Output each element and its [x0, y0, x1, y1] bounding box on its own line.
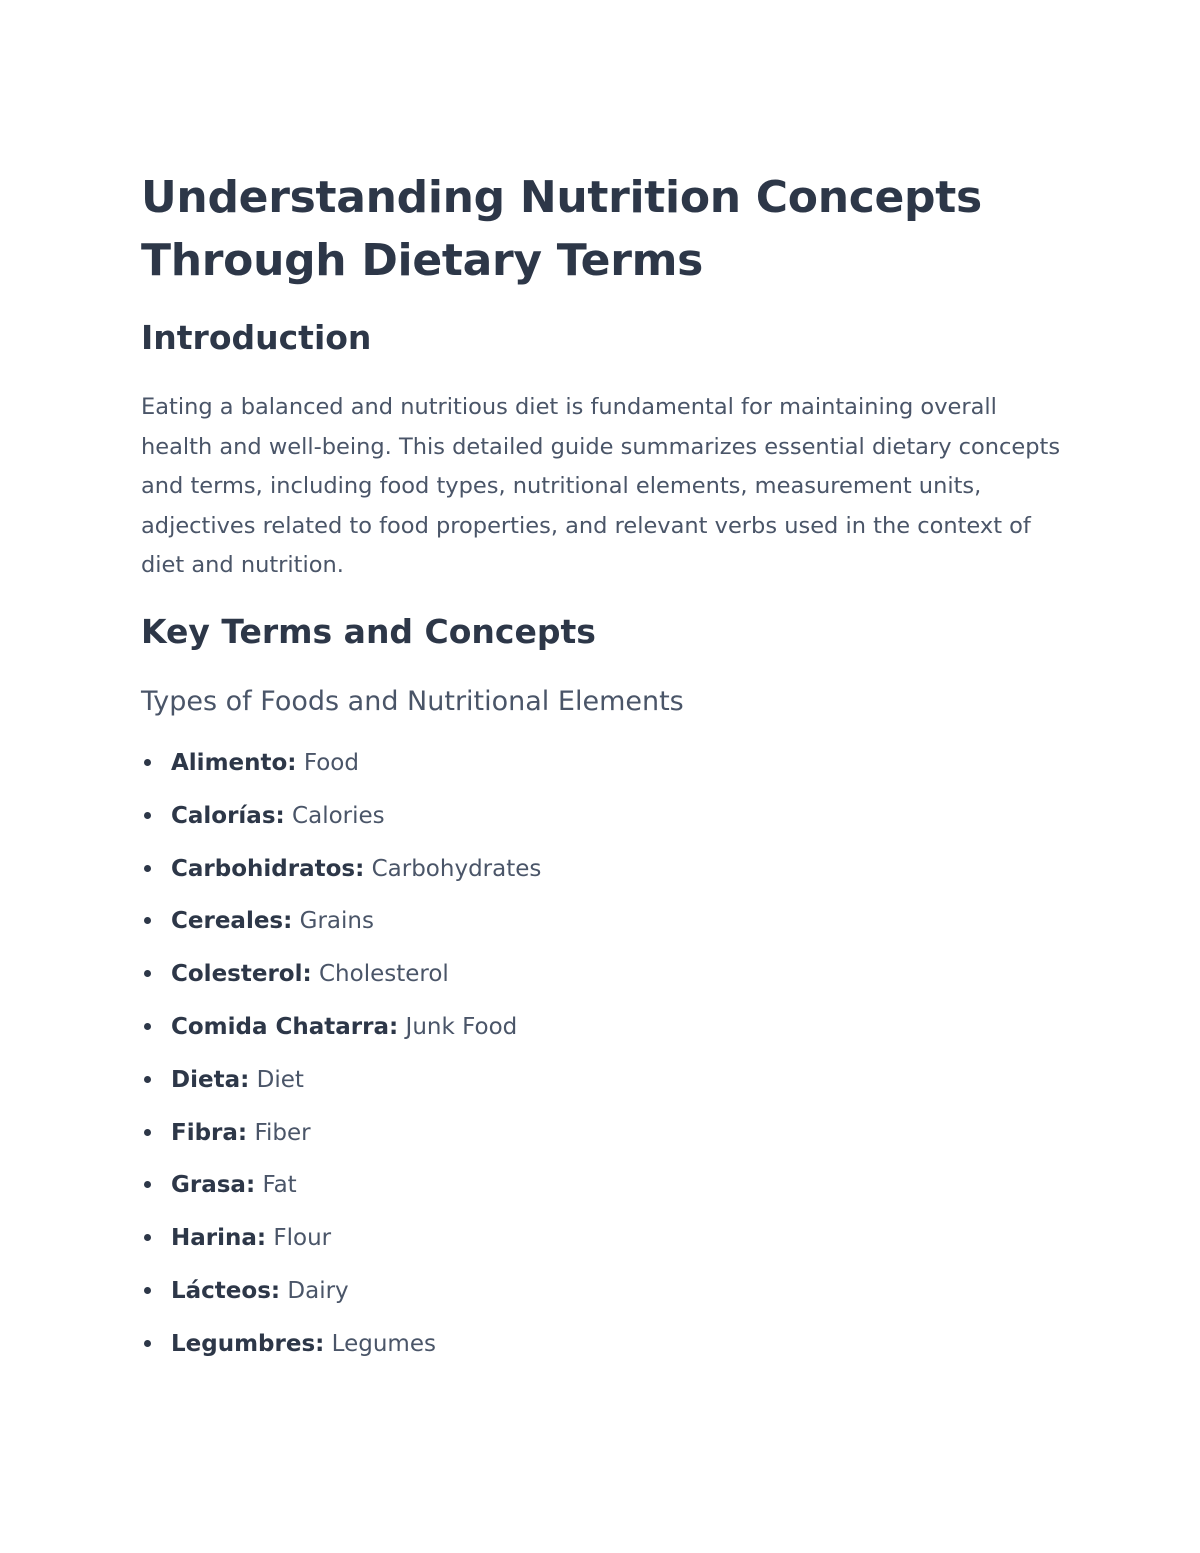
list-item: [141, 1217, 541, 1270]
list-item: [141, 1112, 541, 1165]
term-label: Colesterol:: [171, 961, 312, 988]
term-label: Calorías:: [171, 802, 285, 829]
bullet-icon: [144, 1340, 151, 1347]
term-label: Lácteos:: [171, 1277, 281, 1304]
bullet-icon: [144, 1129, 151, 1136]
page-title: Understanding Nutrition Concepts Through Dietary Terms: [141, 172, 982, 286]
list-item: [141, 795, 541, 848]
bullet-icon: [144, 917, 151, 924]
term-label: Fibra:: [171, 1119, 248, 1146]
key-terms-heading: Key Terms and Concepts: [141, 612, 596, 651]
list-item: [141, 848, 541, 901]
bullet-icon: [144, 1023, 151, 1030]
term-translation: Food: [303, 750, 359, 776]
term-label: Cereales:: [171, 908, 293, 935]
bullet-icon: [144, 1234, 151, 1241]
term-translation: Cholesterol: [319, 961, 449, 988]
term-label: Alimento:: [171, 750, 297, 776]
list-item: [141, 953, 541, 1006]
introduction-paragraph: Eating a balanced and nutritious diet is fundamental for maintaining overall health and well-being. This detailed guide summarizes essential dietary concepts and terms, including food types, nutritional elements, measurement units, adjectives related to food properties, and relevant verbs used in the context of diet and nutrition.: [141, 394, 1061, 578]
term-label: Dieta:: [171, 1066, 250, 1093]
bullet-icon: [144, 812, 151, 819]
term-translation: Carbohydrates: [371, 855, 542, 882]
bullet-icon: [144, 1287, 151, 1294]
term-translation: Flour: [273, 1225, 332, 1252]
term-translation: Dairy: [287, 1277, 349, 1304]
list-item: [141, 1164, 541, 1217]
bullet-icon: [144, 865, 151, 872]
term-translation: Grains: [299, 908, 374, 935]
term-label: Carbohidratos:: [171, 855, 365, 882]
term-translation: Fiber: [254, 1119, 311, 1146]
bullet-icon: [144, 970, 151, 977]
list-item: [141, 900, 541, 953]
bullet-icon: [144, 1181, 151, 1188]
bullet-icon: [144, 1076, 151, 1083]
term-label: Comida Chatarra:: [171, 1013, 399, 1040]
list-item: [141, 1006, 541, 1059]
term-translation: Diet: [256, 1066, 304, 1093]
term-translation: Fat: [262, 1172, 297, 1199]
list-item: [141, 1270, 541, 1323]
term-label: Harina:: [171, 1225, 267, 1252]
introduction-heading: Introduction: [141, 318, 372, 357]
term-translation: Junk Food: [405, 1013, 518, 1040]
term-translation: Calories: [292, 802, 385, 829]
list-item: [141, 1323, 541, 1376]
term-label: Grasa:: [171, 1172, 256, 1199]
term-translation: Legumes: [331, 1330, 436, 1357]
bullet-icon: [144, 759, 151, 766]
term-label: Legumbres:: [171, 1330, 325, 1357]
list-item: [141, 1059, 541, 1112]
food-types-subheading: Types of Foods and Nutritional Elements: [141, 686, 684, 717]
list-item: [141, 742, 541, 795]
terms-list: [141, 742, 541, 1376]
